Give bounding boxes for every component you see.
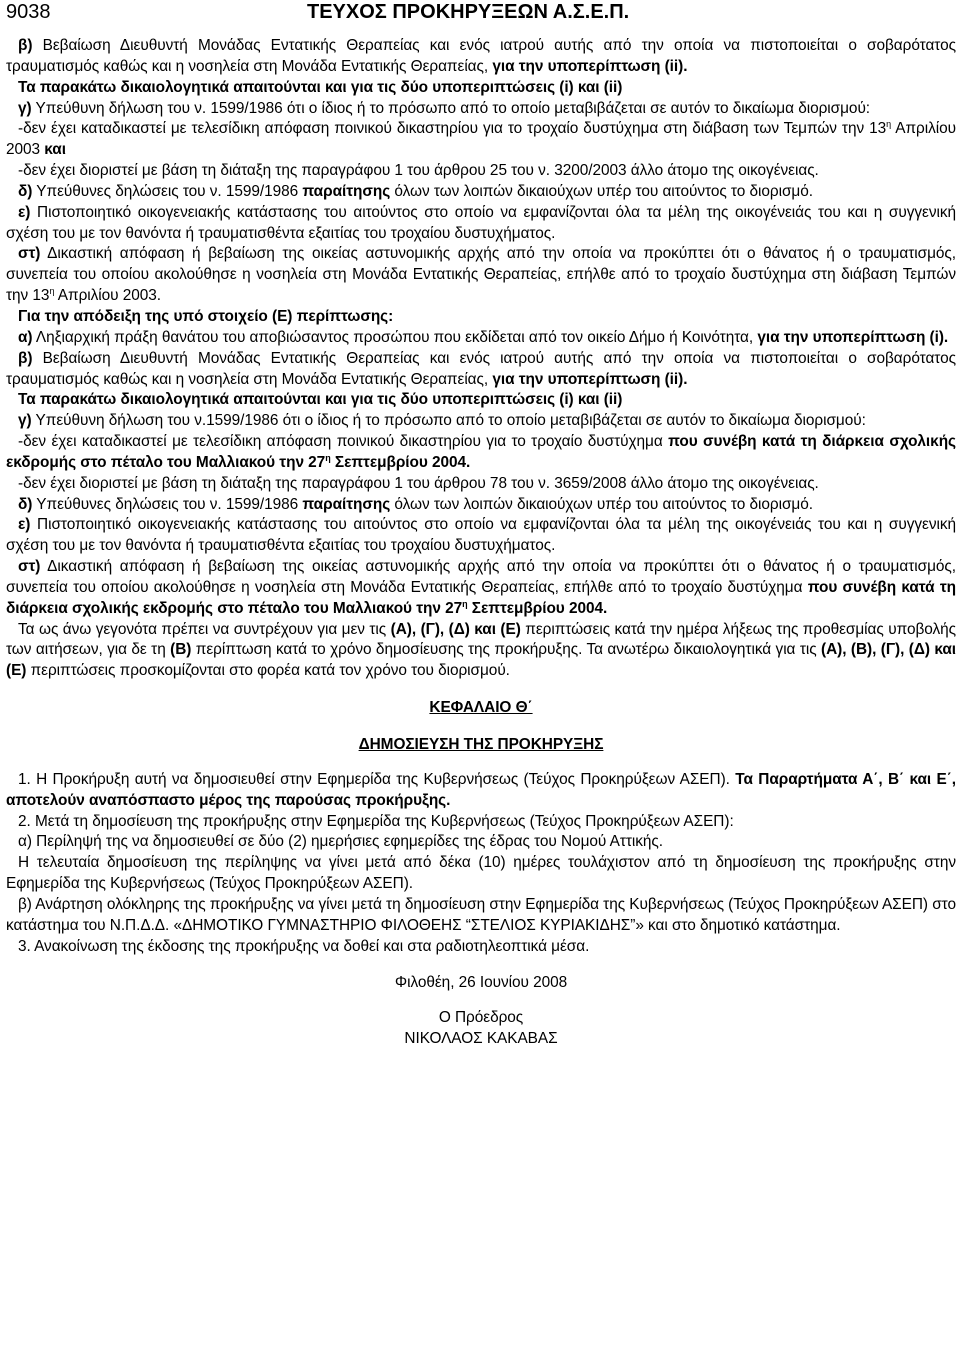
signature-place-date: Φιλοθέη, 26 Ιουνίου 2008 xyxy=(394,974,568,992)
gazette-title: ΤΕΥΧΟΣ ΠΡΟΚΗΡΥΞΕΩΝ Α.Σ.Ε.Π. xyxy=(307,1,630,23)
paragraph-not-appointed-2: -δεν έχει διοριστεί με βάση τη διάταξη της παραγράφου 1 του άρθρου 78 του ν. 3659/2008 άλλο άτομο της οικογένειας. xyxy=(18,474,819,492)
chapter-title: ΚΕΦΑΛΑΙΟ Θ΄ xyxy=(429,699,533,717)
signature-role: Ο Πρόεδρος xyxy=(438,1009,524,1027)
spacer xyxy=(6,719,956,735)
item-3-announcement: 3. Ανακοίνωση της έκδοσης της προκήρυξης να δοθεί και στα ραδιοτηλεοπτικά μέσα. xyxy=(18,937,590,955)
paragraph-d-waiver-2: δ) Υπεύθυνες δηλώσεις του ν. 1599/1986 παραίτησης όλων των λοιπών δικαιούχων υπέρ του αιτούντος το διορισμό. xyxy=(18,495,813,513)
spacer xyxy=(6,957,956,973)
item-2a-note: Η τελευταία δημοσίευση της περίληψης να γίνει μετά από δέκα (10) ημέρες τουλάχιστον από τη δημοσίευση της προκήρυξης στην Εφημερίδα της Κυβερνήσεως (Τεύχος Προκηρύξεων ΑΣΕΠ). xyxy=(6,854,956,893)
paragraph-common-documents: Τα παρακάτω δικαιολογητικά απαιτούνται και για τις δύο υποπεριπτώσεις (i) και (ii) xyxy=(18,78,623,96)
paragraph-b-certificate: β) Βεβαίωση Διευθυντή Μονάδας Εντατικής Θεραπείας και ενός ιατρού αυτής από την οποία να πιστοποιείται ο σοβαρότατος τραυματισμός καθώς και η νοσηλεία στη Μονάδα Εντατικής Θεραπείας, για την υποπερίπτωση (ii). xyxy=(6,37,956,75)
paragraph-not-appointed: -δεν έχει διοριστεί με βάση τη διάταξη της παραγράφου 1 του άρθρου 25 του ν. 3200/2003 άλλο άτομο της οικογένειας. xyxy=(18,162,819,180)
item-2b-posting: β) Ανάρτηση ολόκληρης της προκήρυξης να γίνει μετά τη δημοσίευση στην Εφημερίδα της Κυβερνήσεως (Τεύχος Προκηρύξεων ΑΣΕΠ) στο κατάστημα του Ν.Π.Δ.Δ. «ΔΗΜΟΤΙΚΟ ΓΥΜΝΑΣΤΗΡΙΟ ΦΙΛΟΘΕΗΣ “ΣΤΕΛΙΟΣ ΚΥΡΙΑΚΙΔΗΣ”» και στο δημοτικό κατάστημα. xyxy=(6,895,956,934)
spacer xyxy=(6,682,956,698)
item-2-after-publication: 2. Μετά τη δημοσίευση της προκήρυξης στην Εφημερίδα της Κυβερνήσεως (Τεύχος Προκηρύξεων ΑΣΕΠ): xyxy=(18,812,734,830)
signature-name: ΝΙΚΟΛΑΟΣ ΚΑΚΑΒΑΣ xyxy=(404,1030,558,1048)
paragraph-e-family-status: ε) Πιστοποιητικό οικογενειακής κατάστασης του αιτούντος στο οποίο να εμφανίζονται όλα τα μέλη της οικογένειάς του και η συγγενική σχέση του με τον θανόντα ή τραυματισθέντα εξαιτίας του τροχαίου δυστυχήματος. xyxy=(6,203,956,242)
paragraph-c-declaration: γ) Υπεύθυνη δήλωση του ν. 1599/1986 ότι ο ίδιος ή το πρόσωπο από το οποίο μεταβιβάζεται σε αυτόν το δικαίωμα διορισμού: xyxy=(18,99,871,117)
paragraph-b-certificate-2: β) Βεβαίωση Διευθυντή Μονάδας Εντατικής Θεραπείας και ενός ιατρού αυτής από την οποία να πιστοποιείται ο σοβαρότατος τραυματισμός καθώς και η νοσηλεία στη Μονάδα Εντατικής Θεραπείας, για την υποπερίπτωση (ii). xyxy=(6,349,956,388)
item-1-publication: 1. Η Προκήρυξη αυτή να δημοσιευθεί στην Εφημερίδα της Κυβερνήσεως (Τεύχος Προκηρύξεων ΑΣΕΠ). Τα Παραρτήματα Α΄, Β΄ και Ε΄, αποτελούν αναπόσπαστο μέρος της παρούσας προκήρυξης. xyxy=(6,770,956,809)
paragraph-a-death-certificate: α) Ληξιαρχική πράξη θανάτου του αποβιώσαντος προσώπου που εκδίδεται από τον οικείο Δήμο ή Κοινότητα, για την υποπερίπτωση (i). xyxy=(18,328,949,346)
page-number: 9038 xyxy=(6,1,51,23)
spacer xyxy=(6,994,956,1008)
paragraph-common-documents-2: Τα παρακάτω δικαιολογητικά απαιτούνται και για τις δύο υποπεριπτώσεις (i) και (ii) xyxy=(18,391,623,409)
item-2a-summary: α) Περίληψή της να δημοσιευθεί σε δύο (2) ημερήσιες εφημερίδες της έδρας του Νομού Αττικής. xyxy=(18,833,664,851)
section-title: ΔΗΜΟΣΙΕΥΣΗ ΤΗΣ ΠΡΟΚΗΡΥΞΗΣ xyxy=(358,736,604,753)
paragraph-f-court-decision: στ) Δικαστική απόφαση ή βεβαίωση της οικείας αστυνομικής αρχής από την οποία να προκύπτει ότι ο θάνατος ή ο τραυματισμός, συνεπεία του οποίου ακολούθησε η νοσηλεία στη Μονάδα Εντατικής Θεραπείας, επήλθε από το τροχαίο δυστύχημα στη διάβαση Τεμπών την $13^\eta$ Απριλίου 2003. xyxy=(6,245,956,305)
paragraph-case-e-heading: Για την απόδειξη της υπό στοιχείο (Ε) περίπτωσης: xyxy=(18,307,394,325)
paragraph-conditions-timing: Τα ως άνω γεγονότα πρέπει να συντρέχουν για μεν τις (Α), (Γ), (Δ) και (Ε) περιπτώσεις κατά την ημέρα λήξεως της προθεσμίας υποβολής των αιτήσεων, για δε τη (Β) περίπτωση κατά το χρόνο δημοσίευσης της προκήρυξης. Τα ανωτέρω δικαιολογητικά για τις (Α), (Β), (Γ), (Δ) και (Ε) περιπτώσεις προσκομίζονται στο φορέα κατά τον χρόνο του διορισμού. xyxy=(6,620,957,680)
document-body xyxy=(6,36,956,1050)
paragraph-c-declaration-2: γ) Υπεύθυνη δήλωση του ν.1599/1986 ότι ο ίδιος ή το πρόσωπο από το οποίο μεταβιβάζεται σε αυτόν το δικαίωμα διορισμού: xyxy=(18,412,866,430)
paragraph-e-family-status-2: ε) Πιστοποιητικό οικογενειακής κατάστασης του αιτούντος στο οποίο να εμφανίζονται όλα τα μέλη της οικογένειάς του και η συγγενική σχέση του με τον θανόντα ή τραυματισθέντα εξαιτίας του τροχαίου δυστυχήματος. xyxy=(6,516,956,555)
paragraph-no-conviction: -δεν έχει καταδικαστεί με τελεσίδικη απόφαση ποινικού δικαστηρίου για το τροχαίο δυστύχημα στη διάβαση των Τεμπών την $13^\eta$ Απριλίου 2003 και xyxy=(6,119,956,159)
paragraph-f-court-decision-2: στ) Δικαστική απόφαση ή βεβαίωση της οικείας αστυνομικής αρχής από την οποία να προκύπτει ότι ο θάνατος ή ο τραυματισμός, συνεπεία του οποίου ακολούθησε η νοσηλεία στη Μονάδα Εντατικής Θεραπείας, επήλθε από το τροχαίο δυστύχημα που συνέβη κατά τη διάρκεια σχολικής εκδρομής στο πέταλο του Μαλλιακού την $27^\eta$ Σεπτεμβρίου 2004. xyxy=(6,558,956,617)
spacer xyxy=(6,756,956,770)
page-header xyxy=(0,0,960,30)
paragraph-d-waiver: δ) Υπεύθυνες δηλώσεις του ν. 1599/1986 παραίτησης όλων των λοιπών δικαιούχων υπέρ του αιτούντος το διορισμό. xyxy=(18,182,813,200)
paragraph-no-conviction-2: -δεν έχει καταδικαστεί με τελεσίδικη απόφαση ποινικού δικαστηρίου για το τροχαίο δυστύχημα που συνέβη κατά τη διάρκεια σχολικής εκδρομής στο πέταλο του Μαλλιακού την $27^\eta$ Σεπτεμβρίου 2004. xyxy=(6,433,956,471)
